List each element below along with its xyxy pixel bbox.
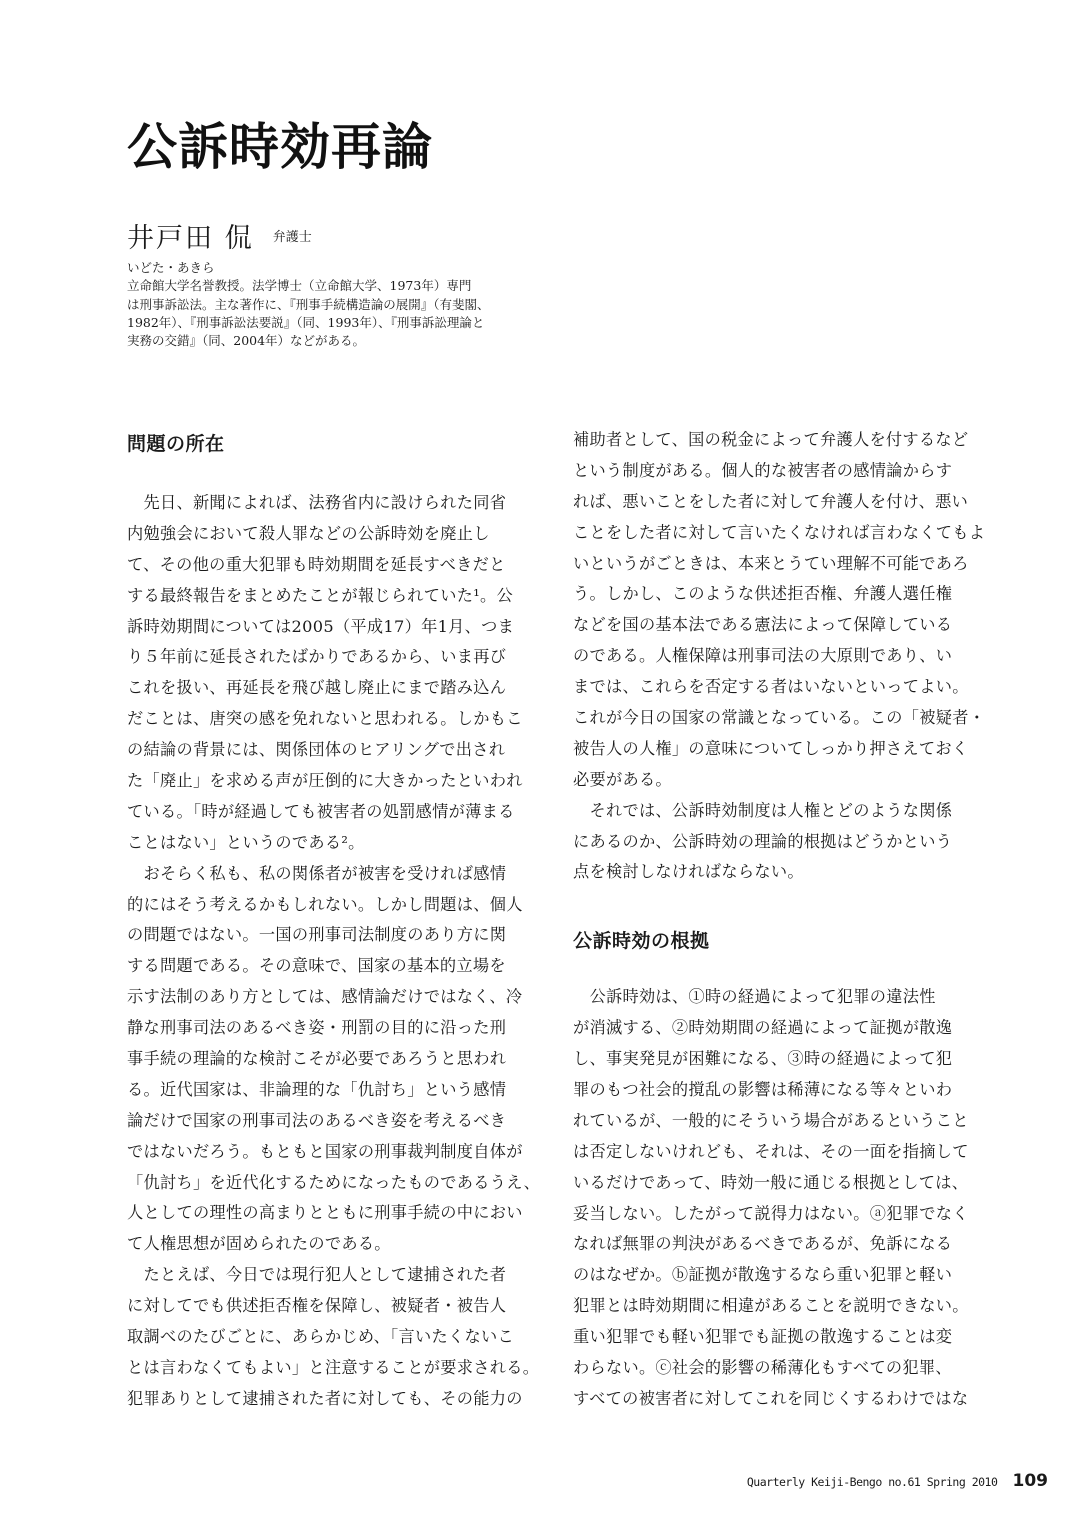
text-line: 犯罪ありとして逮捕された者に対しても、その能力の	[127, 1388, 523, 1408]
text-line: 重い犯罪でも軽い犯罪でも証拠の散逸することは変	[573, 1327, 953, 1347]
text-line: 補助者として、国の税金によって弁護人を付するなど	[573, 430, 969, 449]
text-line: に対してでも供述拒否権を保障し、被疑者・被告人	[127, 1296, 507, 1316]
section-heading-issue: 問題の所在	[127, 433, 225, 455]
text-line: のはなぜか。ⓑ証拠が散逸するなら重い犯罪と軽い	[573, 1265, 953, 1285]
bio-line: は刑事訴訟法。主な著作に、『刑事手続構造論の展開』（有斐閣、	[127, 296, 490, 312]
author-line	[127, 216, 312, 256]
text-line: たとえば、今日では現行犯人として逮捕された者	[127, 1265, 507, 1285]
text-line: という制度がある。個人的な被害者の感情論からす	[573, 460, 953, 480]
text-line: わらない。ⓒ社会的影響の稀薄化もすべての犯罪、	[573, 1358, 952, 1378]
text-line: が消滅する、②時効期間の経過によって証拠が散逸	[573, 1018, 953, 1038]
left-column	[127, 425, 552, 1415]
text-line: て人権思想が固められたのである。	[127, 1234, 391, 1254]
text-line: ことはない」というのである²。	[127, 832, 365, 852]
text-line: り５年前に延長されたばかりであるから、いま再び	[127, 647, 507, 667]
bio-line: 実務の交錯』（同、2004年）などがある。	[127, 333, 366, 349]
text-line: う。しかし、このような供述拒否権、弁護人選任権	[573, 584, 953, 604]
text-line: 罪のもつ社会的撹乱の影響は稀薄になる等々といわ	[573, 1080, 953, 1100]
bio-line: 1982年）、『刑事訴訟法要説』（同、1993年）、『刑事訴訟理論と	[127, 314, 485, 330]
text-line: いというがごときは、本来とうてい理解不可能であろ	[573, 553, 969, 573]
text-line: いるだけであって、時効一般に通じる根拠としては、	[573, 1172, 969, 1192]
text-line: れているが、一般的にそういう場合があるということ	[573, 1110, 969, 1130]
text-line: すべての被害者に対してこれを同じくするわけではな	[573, 1388, 969, 1408]
article-title: 公訴時効再論	[127, 118, 433, 176]
text-line: て、その他の重大犯罪も時効期間を延長すべきだと	[127, 554, 506, 574]
text-line: る。近代国家は、非論理的な「仇討ち」という感情	[127, 1079, 507, 1099]
text-line: れば、悪いことをした者に対して弁護人を付け、悪い	[573, 491, 969, 511]
text-line: 人としての理性の高まりとともに刑事手続の中におい	[127, 1203, 523, 1223]
right-column	[573, 425, 998, 1415]
text-line: までは、これらを否定する者はいないといってよい。	[573, 677, 969, 697]
text-line: 示す法制のあり方としては、感情論だけではなく、冷	[127, 987, 523, 1007]
text-line: だことは、唐突の感を免れないと思われる。しかもこ	[127, 709, 523, 729]
text-line: の結論の背景には、関係団体のヒアリングで出され	[127, 740, 506, 760]
text-line: ている。「時が経過しても被害者の処罰感情が薄まる	[127, 801, 515, 821]
section-heading-basis: 公訴時効の根拠	[573, 930, 710, 953]
text-line: 必要がある。	[573, 769, 672, 789]
page-footer	[640, 1471, 1048, 1491]
text-line: 論だけで国家の刑事司法のあるべき姿を考えるべき	[127, 1110, 507, 1130]
text-line: 的にはそう考えるかもしれない。しかし問題は、個人	[127, 894, 523, 914]
bio-line: 立命館大学名誉教授。法学博士（立命館大学、1973年）専門	[127, 278, 472, 294]
author-name: 井戸田 侃	[127, 223, 254, 254]
text-line: 公訴時効は、①時の経過によって犯罪の違法性	[573, 987, 936, 1007]
text-line: 取調べのたびごとに、あらかじめ、「言いたくないこ	[127, 1327, 514, 1347]
text-line: 先日、新聞によれば、法務省内に設けられた同省	[127, 493, 507, 512]
author-bio	[127, 259, 537, 350]
text-line: それでは、公訴時効制度は人権とどのような関係	[573, 800, 953, 820]
text-line: 犯罪とは時効期間に相違があることを説明できない。	[573, 1296, 969, 1316]
text-line: する問題である。その意味で、国家の基本的立場を	[127, 956, 506, 976]
text-line: は否定しないけれども、それは、その一面を指摘して	[573, 1141, 969, 1161]
text-line: 妥当しない。したがって説得力はない。ⓐ犯罪でなく	[573, 1203, 969, 1223]
text-line: 事手続の理論的な検討こそが必要であろうと思われ	[127, 1049, 507, 1069]
text-line: これが今日の国家の常識となっている。この「被疑者・	[573, 708, 986, 728]
text-line: これを扱い、再延長を飛び越し廃止にまで踏み込ん	[127, 678, 507, 698]
text-line: 点を検討しなければならない。	[573, 862, 804, 882]
text-line: 「仇討ち」を近代化するためになったものであるうえ、	[127, 1172, 541, 1192]
text-line: おそらく私も、私の関係者が被害を受ければ感情	[127, 863, 507, 883]
author-role: 弁護士	[272, 230, 312, 245]
journal-name: Quarterly Keiji-Bengo no.61 Spring 2010	[746, 1475, 998, 1489]
text-line: などを国の基本法である憲法によって保障している	[573, 615, 953, 635]
text-line: なれば無罪の判決があるべきであるが、免訴になる	[573, 1234, 953, 1254]
text-line: 内勉強会において殺人罪などの公訴時効を廃止し	[127, 523, 490, 543]
text-line: にあるのか、公訴時効の理論的根拠はどうかという	[573, 831, 953, 851]
text-line: する最終報告をまとめたことが報じられていた¹。公	[127, 585, 513, 605]
text-line: た「廃止」を求める声が圧倒的に大きかったといわれ	[127, 771, 523, 791]
left-column-body	[127, 488, 552, 1415]
text-line: し、事実発見が困難になる、③時の経過によって犯	[573, 1049, 953, 1069]
right-column-body-top	[573, 425, 998, 888]
text-line: 静な刑事司法のあるべき姿・刑罰の目的に沿った刑	[127, 1018, 507, 1038]
text-line: ではないだろう。もともと国家の刑事裁判制度自体が	[127, 1141, 523, 1161]
text-line: のである。人権保障は刑事司法の大原則であり、い	[573, 646, 953, 666]
bio-line: いどた・あきら	[127, 260, 215, 275]
right-column-body-bottom	[573, 982, 998, 1414]
text-line: ことをした者に対して言いたくなければ言わなくてもよ	[573, 522, 986, 542]
text-line: の問題ではない。一国の刑事司法制度のあり方に関	[127, 925, 507, 945]
text-line: とは言わなくてもよい」と注意することが要求される。	[127, 1357, 540, 1377]
text-line: 被告人の人権」の意味についてしっかり押さえておく	[573, 738, 969, 758]
text-line: 訴時効期間については2005（平成17）年1月、つま	[127, 616, 515, 636]
page-number: 109	[1012, 1471, 1048, 1491]
